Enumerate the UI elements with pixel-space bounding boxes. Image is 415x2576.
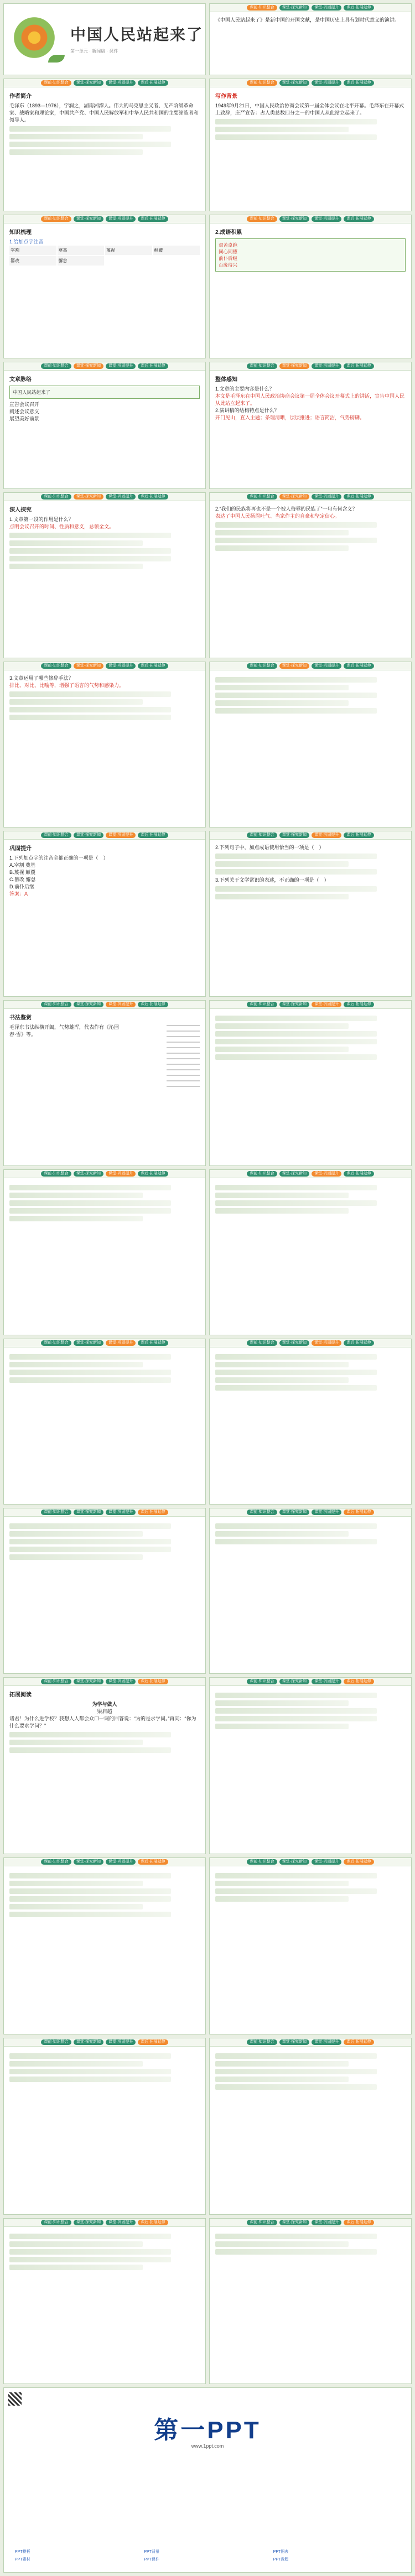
- nav-tab-4[interactable]: 课后·拓展延伸: [344, 80, 374, 86]
- nav-tab-3[interactable]: 课堂·巩固提升: [106, 1171, 136, 1177]
- background-slide: [209, 79, 412, 211]
- knowledge-heading: 知识梳理: [9, 230, 32, 236]
- footer-link[interactable]: PPT素材: [15, 2558, 30, 2562]
- explore-a3: 排比、对比、比喻等，增强了语言的气势和感染力。: [9, 683, 124, 688]
- author-heading: 作者简介: [9, 93, 32, 100]
- word-item: 颠覆: [153, 246, 200, 255]
- nav-tab-4[interactable]: 课后·拓展延伸: [344, 5, 374, 11]
- idiom-item: 同心同德: [219, 249, 238, 254]
- nav-bar: [210, 1001, 411, 1009]
- brand-site[interactable]: www.1ppt.com: [191, 2443, 224, 2449]
- nav-bar: [210, 2038, 411, 2047]
- explore-slide-3: [3, 662, 206, 828]
- explore-slide-2: [209, 492, 412, 658]
- nav-tab-1[interactable]: 课前·知识整合: [41, 832, 71, 838]
- nav-tab-3[interactable]: 课堂·巩固提升: [106, 1002, 136, 1007]
- nav-tab-1[interactable]: 课前·知识整合: [247, 363, 277, 369]
- knowledge-slide: [3, 215, 206, 358]
- nav-bar: [4, 1001, 205, 1009]
- option-d: D.前仆后继: [9, 884, 35, 889]
- cover-title: 中国人民站起来了: [70, 26, 204, 43]
- option-c: C.篡改 懈怠: [9, 877, 36, 882]
- lesson-slide: [209, 1857, 412, 2034]
- practice-answer: 答案：A: [9, 891, 28, 897]
- nav-bar: [210, 1508, 411, 1517]
- nav-bar: [4, 1170, 205, 1178]
- row-11: [3, 1508, 412, 1674]
- structure-heading: 文章脉络: [9, 377, 32, 383]
- nav-tab-2[interactable]: 课堂·探究新知: [74, 216, 103, 222]
- word-item: 奠基: [58, 246, 105, 255]
- nav-bar: [4, 2219, 205, 2227]
- nav-tab-1[interactable]: 课前·知识整合: [41, 494, 71, 499]
- row-15: [3, 2218, 412, 2384]
- nav-tab-1[interactable]: 课前·知识整合: [247, 663, 277, 669]
- nav-bar: [4, 1339, 205, 1347]
- nav-tab-1[interactable]: 课前·知识整合: [41, 1859, 71, 1865]
- word-item: 宰割: [9, 246, 56, 255]
- nav-bar: [4, 493, 205, 501]
- option-a: A.宰割 奠基: [9, 862, 36, 868]
- nav-tab-3[interactable]: 课堂·巩固提升: [312, 1510, 341, 1515]
- nav-tab-2[interactable]: 课堂·探究新知: [279, 1340, 309, 1346]
- explore-slide-1: [3, 492, 206, 658]
- closing-slide: [3, 2387, 412, 2573]
- nav-tab-2[interactable]: 课堂·探究新知: [279, 494, 309, 499]
- explore-a1: 点明会议召开的时间、性质和意义，总领全文。: [9, 524, 115, 529]
- nav-bar: [210, 1339, 411, 1347]
- practice-q3: 3.下列关于文学常识的表述，不正确的一项是（ ）: [215, 877, 329, 883]
- nav-tab-3[interactable]: 课堂·巩固提升: [312, 1171, 341, 1177]
- nav-bar: [210, 79, 411, 87]
- nav-tab-1[interactable]: 课前·知识整合: [247, 494, 277, 499]
- nav-tab-3[interactable]: 课堂·巩固提升: [106, 1510, 136, 1515]
- lesson-slide: [3, 2218, 206, 2384]
- nav-tab-3[interactable]: 课堂·巩固提升: [312, 2039, 341, 2045]
- lesson-slide: [3, 1339, 206, 1505]
- nav-tab-4[interactable]: 课后·拓展延伸: [138, 1510, 168, 1515]
- nav-tab-2[interactable]: 课堂·探究新知: [279, 1002, 309, 1007]
- nav-tab-4[interactable]: 课后·拓展延伸: [344, 1171, 374, 1177]
- row-2: [3, 79, 412, 211]
- practice-q2: 2.下列句子中，加点成语使用恰当的一项是（ ）: [215, 845, 324, 850]
- nav-tab-3[interactable]: 课堂·巩固提升: [312, 1002, 341, 1007]
- nav-tab-4[interactable]: 课后·拓展延伸: [138, 1679, 168, 1684]
- nav-tab-1[interactable]: 课前·知识整合: [41, 216, 71, 222]
- explore-q3: 3.文章运用了哪些修辞手法？: [9, 675, 74, 681]
- nav-bar: [4, 79, 205, 87]
- nav-tab-1[interactable]: 课前·知识整合: [247, 1171, 277, 1177]
- reading-author: 梁启超: [97, 1709, 112, 1714]
- nav-tab-4[interactable]: 课后·拓展延伸: [344, 2039, 374, 2045]
- nav-tab-4[interactable]: 课后·拓展延伸: [344, 1340, 374, 1346]
- flower-decoration-icon: [11, 14, 58, 61]
- nav-tab-2[interactable]: 课堂·探究新知: [74, 2039, 103, 2045]
- nav-tab-4[interactable]: 课后·拓展延伸: [138, 1171, 168, 1177]
- row-7: [3, 831, 412, 997]
- nav-tab-2[interactable]: 课堂·探究新知: [74, 1859, 103, 1865]
- nav-tab-3[interactable]: 课堂·巩固提升: [106, 832, 136, 838]
- nav-tab-3[interactable]: 课堂·巩固提升: [312, 663, 341, 669]
- nav-bar: [4, 1678, 205, 1686]
- nav-tab-4[interactable]: 课后·拓展延伸: [138, 1002, 168, 1007]
- lesson-slide: [3, 2038, 206, 2215]
- nav-tab-2[interactable]: 课堂·探究新知: [279, 5, 309, 11]
- nav-tab-4[interactable]: 课后·拓展延伸: [138, 494, 168, 499]
- nav-tab-1[interactable]: 课前·知识整合: [247, 1859, 277, 1865]
- nav-tab-2[interactable]: 课堂·探究新知: [74, 1510, 103, 1515]
- read-slide: [209, 362, 412, 489]
- nav-tab-1[interactable]: 课前·知识整合: [247, 1510, 277, 1515]
- nav-tab-2[interactable]: 课堂·探究新知: [279, 363, 309, 369]
- idiom-slide: [209, 215, 412, 358]
- idiom-item: 艰苦卓绝: [219, 242, 238, 248]
- calligraphy-slide: [3, 1000, 206, 1166]
- idiom-item: 百废待兴: [219, 262, 238, 268]
- nav-tab-2[interactable]: 课堂·探究新知: [74, 1679, 103, 1684]
- nav-tab-4[interactable]: 课后·拓展延伸: [344, 494, 374, 499]
- intro-slide: [209, 3, 412, 75]
- footer-link[interactable]: PPT课件: [144, 2558, 159, 2562]
- nav-tab-4[interactable]: 课后·拓展延伸: [138, 2039, 168, 2045]
- nav-tab-2[interactable]: 课堂·探究新知: [279, 663, 309, 669]
- nav-tab-2[interactable]: 课堂·探究新知: [279, 2039, 309, 2045]
- nav-tab-3[interactable]: 课堂·巩固提升: [106, 494, 136, 499]
- calligraphy-heading: 书法鉴赏: [9, 1015, 32, 1021]
- idiom-heading: 2.成语积累: [215, 230, 242, 236]
- lesson-slide: [3, 1857, 206, 2034]
- lesson-slide: [209, 1508, 412, 1674]
- row-1: [3, 3, 412, 75]
- practice-slide-1: [3, 831, 206, 997]
- nav-tab-4[interactable]: 课后·拓展延伸: [344, 832, 374, 838]
- structure-part: 宣告会议召开: [9, 402, 40, 407]
- nav-tab-1[interactable]: 课前·知识整合: [41, 363, 71, 369]
- nav-bar: [4, 1508, 205, 1517]
- practice-slide-2: [209, 831, 412, 997]
- nav-tab-3[interactable]: 课堂·巩固提升: [106, 663, 136, 669]
- footer-links: [15, 2549, 400, 2562]
- nav-bar: [210, 831, 411, 840]
- row-8: [3, 1000, 412, 1166]
- nav-tab-1[interactable]: 课前·知识整合: [247, 1340, 277, 1346]
- row-16: [3, 2387, 412, 2573]
- nav-tab-1[interactable]: 课前·知识整合: [247, 80, 277, 86]
- nav-tab-4[interactable]: 课后·拓展延伸: [344, 363, 374, 369]
- nav-bar: [4, 362, 205, 371]
- nav-tab-2[interactable]: 课堂·探究新知: [74, 1002, 103, 1007]
- calligraphy-text: 毛泽东书法纵横开阖，气势雄浑，代表作有《沁园春·雪》等。: [9, 1024, 120, 1037]
- nav-bar: [210, 4, 411, 12]
- nav-tab-2[interactable]: 课堂·探究新知: [279, 1171, 309, 1177]
- explore-slide-4: [209, 662, 412, 828]
- row-9: [3, 1169, 412, 1335]
- idiom-box: [215, 238, 406, 272]
- lesson-slide: [3, 1169, 206, 1335]
- nav-tab-2[interactable]: 课堂·探究新知: [279, 216, 309, 222]
- reading-slide-2: [209, 1677, 412, 1854]
- footer-link[interactable]: PPT图表: [273, 2550, 289, 2554]
- nav-tab-2[interactable]: 课堂·探究新知: [74, 80, 103, 86]
- nav-tab-4[interactable]: 课后·拓展延伸: [138, 1859, 168, 1865]
- structure-part: 展望美好前景: [9, 416, 40, 421]
- word-item: 蔑视: [105, 246, 152, 255]
- read-q1: 1.文章的主要内容是什么？: [215, 386, 274, 392]
- nav-bar: [210, 362, 411, 371]
- word-item: 懈怠: [58, 256, 105, 266]
- nav-tab-3[interactable]: 课堂·巩固提升: [312, 80, 341, 86]
- reading-slide: [3, 1677, 206, 1854]
- word-item: 篡改: [9, 256, 56, 266]
- lesson-slide: [209, 2218, 412, 2384]
- nav-tab-1[interactable]: 课前·知识整合: [41, 2220, 71, 2225]
- nav-tab-2[interactable]: 课堂·探究新知: [74, 832, 103, 838]
- nav-tab-2[interactable]: 课堂·探究新知: [279, 80, 309, 86]
- practice-q1: 1.下列加点字的注音全都正确的一项是（ ）: [9, 855, 108, 861]
- nav-tab-3[interactable]: 课堂·巩固提升: [312, 363, 341, 369]
- footer-link[interactable]: PPT背景: [144, 2550, 159, 2554]
- lesson-slide: [209, 1339, 412, 1505]
- lesson-slide: [3, 1508, 206, 1674]
- nav-bar: [210, 493, 411, 501]
- nav-tab-3[interactable]: 课堂·巩固提升: [106, 2220, 136, 2225]
- explore-q1: 1.文章第一段的作用是什么？: [9, 517, 74, 522]
- nav-tab-3[interactable]: 课堂·巩固提升: [312, 1340, 341, 1346]
- nav-tab-3[interactable]: 课堂·巩固提升: [312, 5, 341, 11]
- idiom-item: 前仆后继: [219, 256, 238, 261]
- footer-link[interactable]: PPT教程: [273, 2558, 289, 2562]
- author-text: 毛泽东（1893—1976），字润之，湖南湘潭人。伟大的马克思主义者、无产阶级革命家、战略家和理论家，中国共产党、中国人民解放军和中华人民共和国的主要缔造者和领导人。: [9, 103, 199, 123]
- nav-tab-2[interactable]: 课堂·探究新知: [279, 1859, 309, 1865]
- calligraphy-image: [167, 1021, 200, 1087]
- lesson-slide: [209, 1169, 412, 1335]
- pinyin-grid: [9, 246, 200, 266]
- nav-tab-1[interactable]: 课前·知识整合: [247, 2039, 277, 2045]
- nav-bar: [4, 215, 205, 223]
- reading-heading: 拓展阅读: [9, 1692, 32, 1698]
- qr-code-icon: [8, 2392, 22, 2406]
- nav-bar: [210, 1678, 411, 1686]
- nav-tab-3[interactable]: 课堂·巩固提升: [106, 1859, 136, 1865]
- nav-bar: [210, 1170, 411, 1178]
- read-a2: 开门见山，直入主题；条理清晰，层层推进；语言简洁，气势磅礴。: [215, 415, 365, 420]
- nav-bar: [4, 831, 205, 840]
- footer-link[interactable]: PPT模板: [15, 2550, 30, 2554]
- read-q2: 2.演讲稿的结构特点是什么？: [215, 408, 279, 413]
- nav-tab-3[interactable]: 课堂·巩固提升: [106, 1679, 136, 1684]
- nav-tab-3[interactable]: 课堂·巩固提升: [106, 363, 136, 369]
- row-14: [3, 2038, 412, 2215]
- nav-tab-4[interactable]: 课后·拓展延伸: [344, 1510, 374, 1515]
- option-b: B.蔑视 颠覆: [9, 870, 36, 875]
- row-12: [3, 1677, 412, 1854]
- knowledge-sub1: 1.给加点字注音: [9, 239, 44, 244]
- nav-bar: [210, 662, 411, 670]
- reading-text: 诸君！为什么进学校？我想人人都会众口一词的回答说：“为的是求学问。”再问：“你为什么要求学问？”: [9, 1716, 196, 1729]
- explore-heading: 深入探究: [9, 507, 32, 513]
- nav-tab-4[interactable]: 课后·拓展延伸: [138, 363, 168, 369]
- row-6: [3, 662, 412, 828]
- nav-tab-1[interactable]: 课前·知识整合: [41, 1340, 71, 1346]
- nav-tab-2[interactable]: 课堂·探究新知: [74, 2220, 103, 2225]
- nav-tab-2[interactable]: 课堂·探究新知: [74, 494, 103, 499]
- nav-tab-1[interactable]: 课前·知识整合: [41, 2039, 71, 2045]
- cover-slide: [3, 3, 206, 75]
- structure-part: 阐述会议意义: [9, 409, 40, 414]
- nav-tab-1[interactable]: 课前·知识整合: [247, 2220, 277, 2225]
- nav-tab-4[interactable]: 课后·拓展延伸: [138, 2220, 168, 2225]
- read-heading: 整体感知: [215, 377, 237, 383]
- background-text: 1949年9月21日，中国人民政治协商会议第一届全体会议在北平开幕。毛泽东在开幕式上致辞，庄严宣告：占人类总数四分之一的中国人从此站立起来了。: [215, 103, 404, 116]
- structure-center: 中国人民站起来了: [9, 386, 200, 399]
- nav-tab-3[interactable]: 课堂·巩固提升: [106, 80, 136, 86]
- nav-tab-3[interactable]: 课堂·巩固提升: [312, 494, 341, 499]
- nav-tab-4[interactable]: 课后·拓展延伸: [138, 832, 168, 838]
- nav-tab-2[interactable]: 课堂·探究新知: [279, 2220, 309, 2225]
- row-10: [3, 1339, 412, 1505]
- nav-bar: [4, 2038, 205, 2047]
- cover-subtitle: 第一单元 · 新闻稿 · 课件: [70, 49, 118, 54]
- nav-bar: [210, 2219, 411, 2227]
- nav-tab-3[interactable]: 课堂·巩固提升: [106, 1340, 136, 1346]
- nav-tab-1[interactable]: 课前·知识整合: [247, 1679, 277, 1684]
- nav-tab-1[interactable]: 课前·知识整合: [41, 1002, 71, 1007]
- leaf-icon: [48, 55, 65, 63]
- reading-title: 为学与做人: [92, 1701, 117, 1707]
- nav-tab-1[interactable]: 课前·知识整合: [41, 1171, 71, 1177]
- background-heading: 写作背景: [215, 93, 237, 100]
- nav-tab-1[interactable]: 课前·知识整合: [247, 1002, 277, 1007]
- nav-tab-3[interactable]: 课堂·巩固提升: [106, 216, 136, 222]
- nav-bar: [4, 1858, 205, 1866]
- row-5: [3, 492, 412, 658]
- nav-tab-4[interactable]: 课后·拓展延伸: [344, 216, 374, 222]
- nav-tab-1[interactable]: 课前·知识整合: [247, 5, 277, 11]
- lesson-slide: [209, 2038, 412, 2215]
- explore-q2: 2.“我们的民族将再也不是一个被人侮辱的民族了”一句有何含义？: [215, 506, 357, 512]
- row-3: [3, 215, 412, 358]
- nav-tab-2[interactable]: 课堂·探究新知: [74, 1340, 103, 1346]
- practice-heading: 巩固提升: [9, 846, 32, 852]
- nav-tab-4[interactable]: 课后·拓展延伸: [138, 80, 168, 86]
- nav-tab-3[interactable]: 课堂·巩固提升: [106, 2039, 136, 2045]
- nav-bar: [210, 215, 411, 223]
- nav-tab-2[interactable]: 课堂·探究新知: [74, 663, 103, 669]
- nav-tab-4[interactable]: 课后·拓展延伸: [344, 1002, 374, 1007]
- nav-tab-2[interactable]: 课堂·探究新知: [279, 1510, 309, 1515]
- nav-tab-3[interactable]: 课堂·巩固提升: [312, 1679, 341, 1684]
- nav-tab-3[interactable]: 课堂·巩固提升: [312, 832, 341, 838]
- nav-tab-4[interactable]: 课后·拓展延伸: [138, 216, 168, 222]
- nav-tab-1[interactable]: 课前·知识整合: [247, 216, 277, 222]
- nav-tab-1[interactable]: 课前·知识整合: [41, 80, 71, 86]
- nav-tab-1[interactable]: 课前·知识整合: [41, 1510, 71, 1515]
- read-a1: 本文是毛泽东在中国人民政治协商会议第一届全体会议开幕式上的讲话，宣告中国人民从此站立起来了。: [215, 393, 405, 406]
- nav-tab-1[interactable]: 课前·知识整合: [41, 663, 71, 669]
- nav-tab-2[interactable]: 课堂·探究新知: [279, 832, 309, 838]
- nav-tab-3[interactable]: 课堂·巩固提升: [312, 216, 341, 222]
- nav-tab-4[interactable]: 课后·拓展延伸: [344, 1679, 374, 1684]
- nav-tab-2[interactable]: 课堂·探究新知: [74, 363, 103, 369]
- nav-tab-3[interactable]: 课堂·巩固提升: [312, 2220, 341, 2225]
- nav-tab-1[interactable]: 课前·知识整合: [247, 832, 277, 838]
- nav-tab-4[interactable]: 课后·拓展延伸: [344, 1859, 374, 1865]
- nav-tab-4[interactable]: 课后·拓展延伸: [344, 2220, 374, 2225]
- author-slide: [3, 79, 206, 211]
- brand-logo: 第一PPT: [154, 2417, 261, 2444]
- nav-tab-1[interactable]: 课前·知识整合: [41, 1679, 71, 1684]
- intro-lead: 《中国人民站起来了》是新中国的开国文献，是中国历史上具有划时代意义的演讲。: [215, 17, 400, 23]
- practice-slide-3: [209, 1000, 412, 1166]
- structure-slide: [3, 362, 206, 489]
- nav-bar: [4, 662, 205, 670]
- nav-tab-2[interactable]: 课堂·探究新知: [74, 1171, 103, 1177]
- nav-tab-4[interactable]: 课后·拓展延伸: [344, 663, 374, 669]
- explore-a2: 表达了中国人民扬眉吐气、当家作主的自豪和坚定信心。: [215, 513, 340, 519]
- nav-tab-4[interactable]: 课后·拓展延伸: [138, 663, 168, 669]
- row-4: [3, 362, 412, 489]
- nav-tab-2[interactable]: 课堂·探究新知: [279, 1679, 309, 1684]
- nav-tab-4[interactable]: 课后·拓展延伸: [138, 1340, 168, 1346]
- nav-tab-3[interactable]: 课堂·巩固提升: [312, 1859, 341, 1865]
- row-13: [3, 1857, 412, 2034]
- nav-bar: [210, 1858, 411, 1866]
